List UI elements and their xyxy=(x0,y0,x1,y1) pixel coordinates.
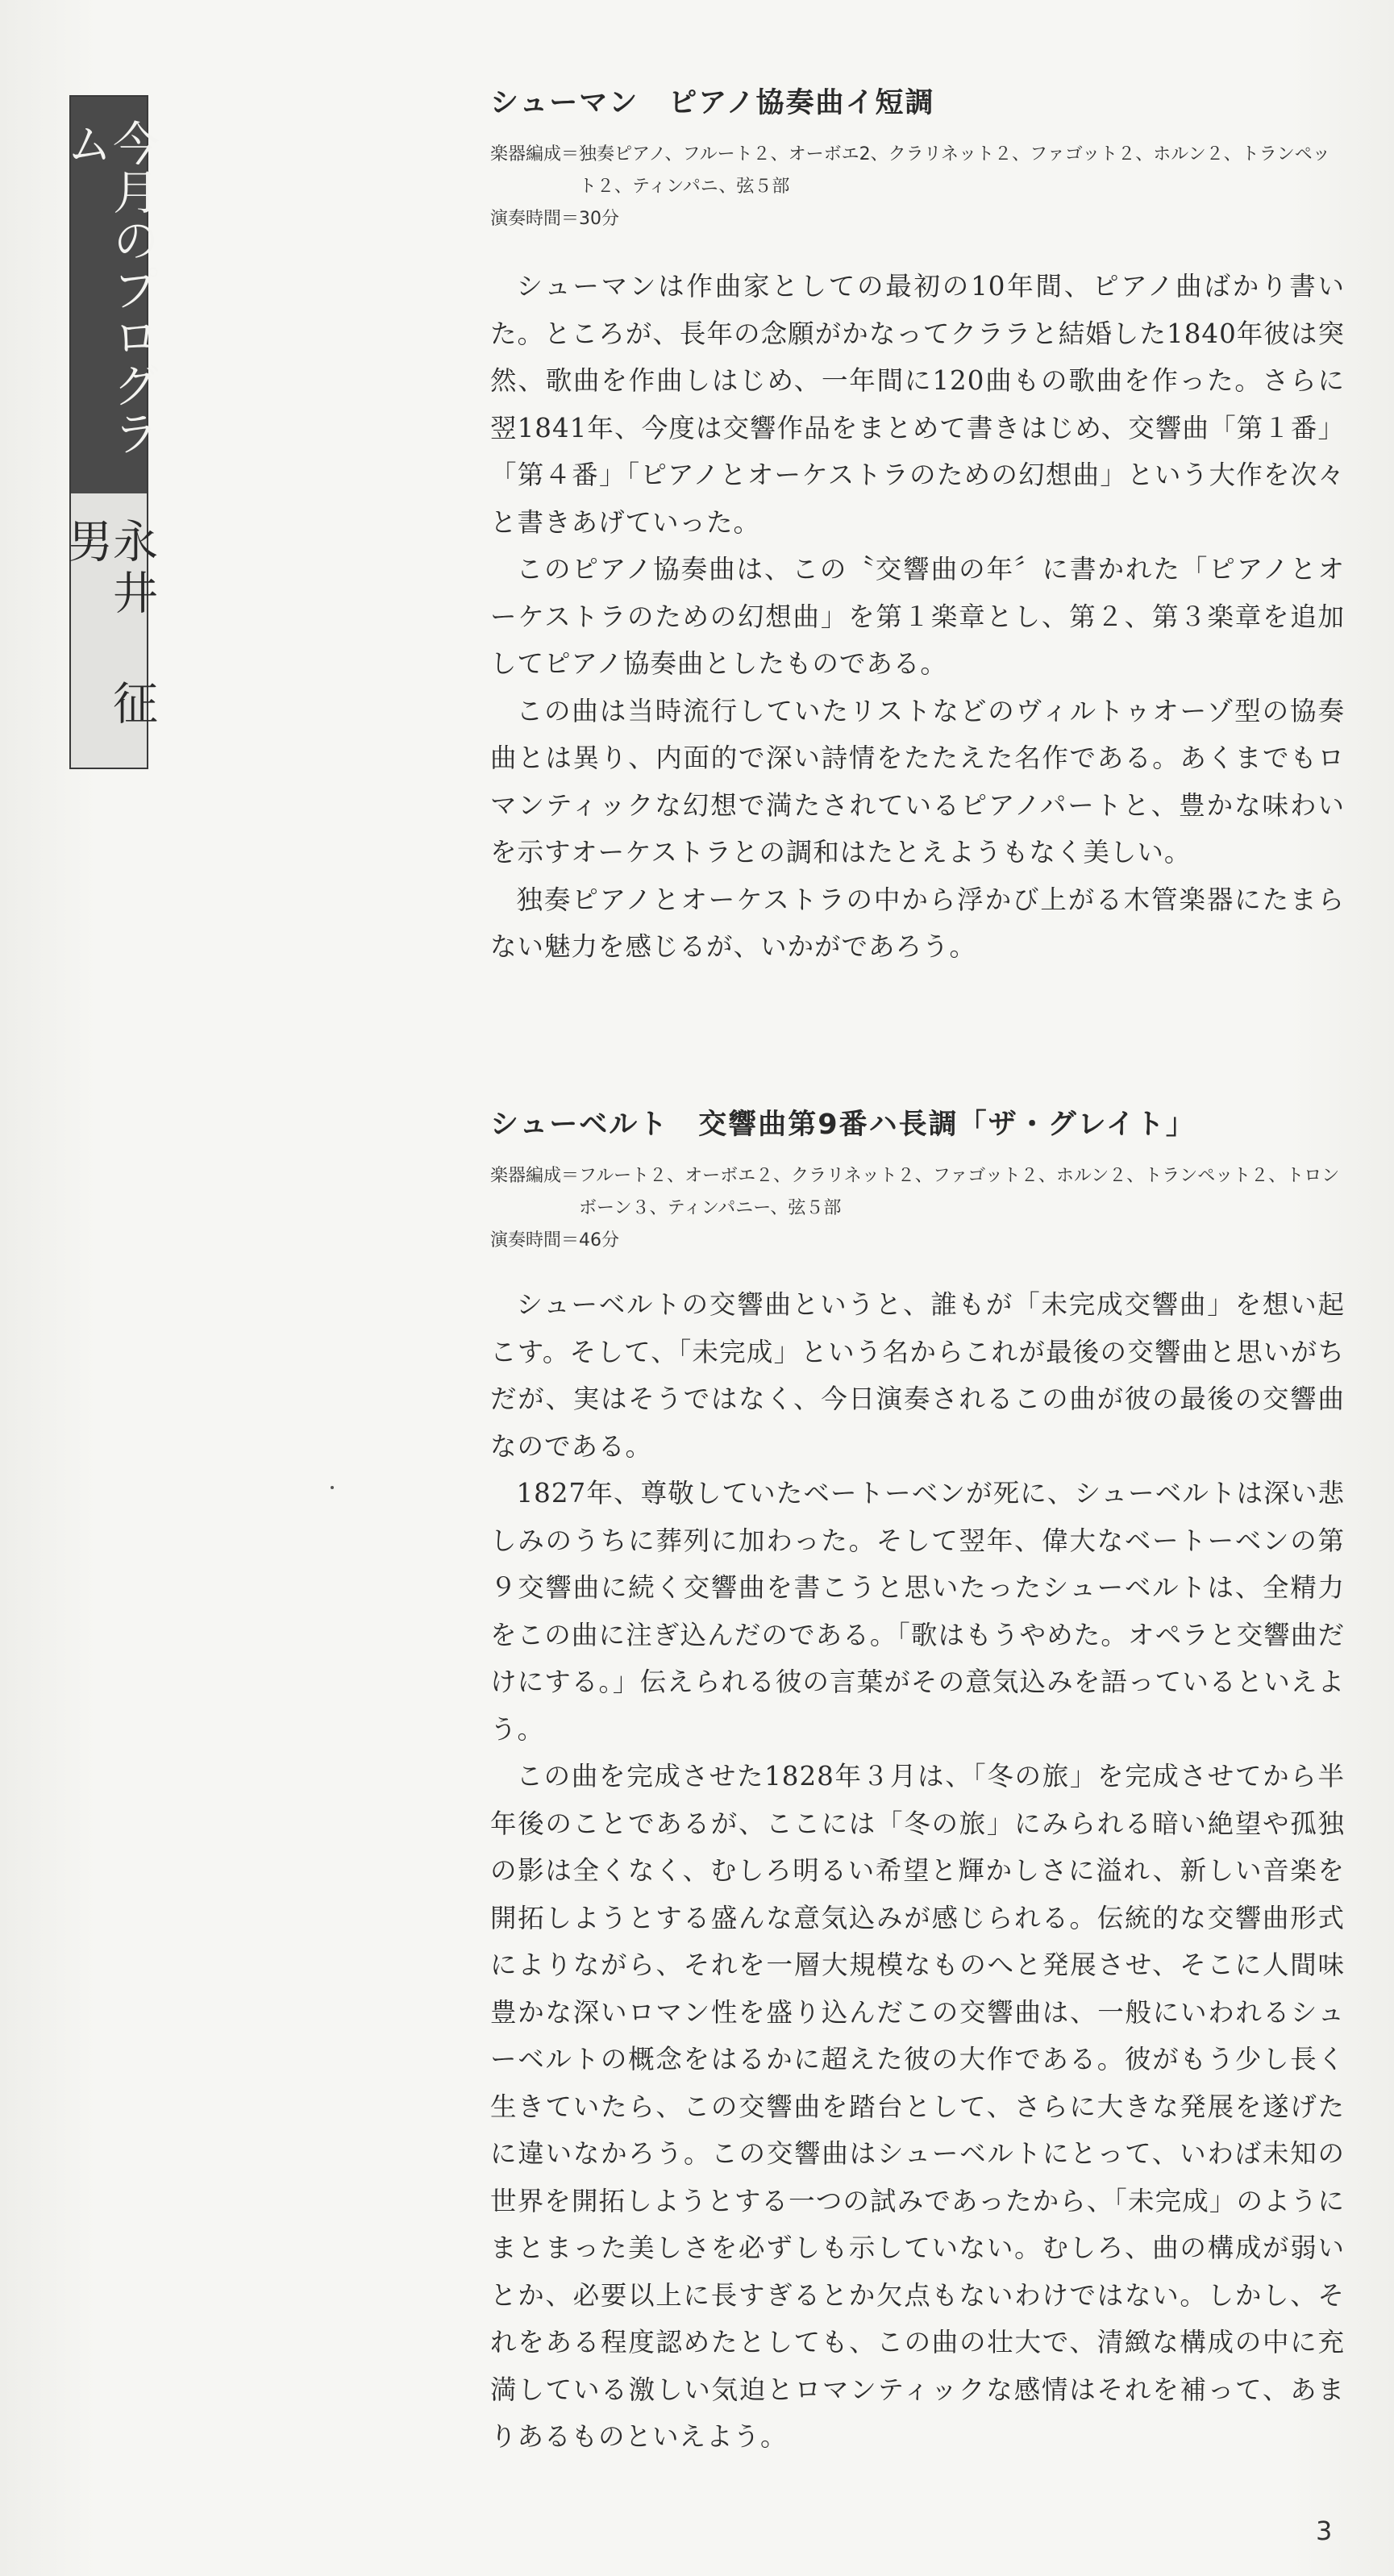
duration: 演奏時間＝46分 xyxy=(490,1230,619,1251)
duration: 演奏時間＝30分 xyxy=(490,209,619,229)
section-body xyxy=(490,1281,1345,2461)
section-title: シューマン ピアノ協奏曲イ短調 xyxy=(490,87,935,119)
paragraph: この曲を完成させた1828年３月は、「冬の旅」を完成させてから半年後のことであるが、ここには「冬の旅」にみられる暗い絶望や孤独の影は全くなく、むしろ明るい希望と輝かしさに溢れ、新しい音楽を開拓しようとする盛んな意気込みが感じられる。伝統的な交響曲形式によりながら、それを一層大規模なものへと発展させ、そこに人間味豊かな深いロマン性を盛り込んだこの交響曲は、一般にいわれるシューベルトの概念をはるかに超えた彼の大作である。彼がもう少し長く生きていたら、この交響曲を踏台として、さらに大きな発展を遂げたに違いなかろう。この交響曲はシューベルトにとって、いわば未知の世界を開拓しようとする一つの試みであったから、「未完成」のようにまとまった美しさを必ずしも示していない。むしろ、曲の構成が弱いとか、必要以上に長すぎるとか欠点もないわけではない。しかし、それをある程度認めたとしても、この曲の壮大で、清緻な構成の中に充満している激しい気迫とロマンティックな感情はそれを補って、あまりあるものといえよう。 xyxy=(490,1761,1345,2452)
instrumentation-line xyxy=(490,1160,1345,1225)
print-speck xyxy=(331,1486,334,1489)
author-name: 永井 征男 xyxy=(60,518,158,731)
paragraph: このピアノ協奏曲は、この〝交響曲の年〞に書かれた「ピアノとオーケストラのための幻想曲」を第１楽章とし、第２、第３楽章を追加してピアノ協奏曲としたものである。 xyxy=(490,554,1345,679)
program-section-schubert xyxy=(490,1102,1345,2461)
paragraph: 1827年、尊敬していたベートーベンが死に、シューベルトは深い悲しみのうちに葬列に加わった。そして翌年、偉大なベートーベンの第９交響曲に続く交響曲を書こうと思いたったシューベルトは、全精力をこの曲に注ぎ込んだのである。「歌はもうやめた。オペラと交響曲だけにする。」伝えられる彼の言葉がその意気込みを語っているといえよう。 xyxy=(490,1478,1345,1745)
instrumentation-label: 楽器編成＝ xyxy=(490,1166,580,1186)
sidebar-author-block xyxy=(60,493,158,768)
section-meta xyxy=(490,139,1345,235)
duration-line xyxy=(490,1225,1345,1257)
paragraph: 独奏ピアノとオーケストラの中から浮かび上がる木管楽器にたまらない魅力を感じるが、いかがであろう。 xyxy=(490,884,1345,962)
instrumentation-line xyxy=(490,139,1345,203)
instrumentation-value: フルート２、オーボエ２、クラリネット２、ファゴット２、ホルン２、トランペット２、トロンボーン３、ティンパニー、弦５部 xyxy=(579,1166,1340,1218)
sidebar-label xyxy=(58,95,160,769)
sidebar-title-block xyxy=(58,97,160,493)
section-title: シューベルト 交響曲第9番ハ長調「ザ・グレイト」 xyxy=(490,1109,1196,1141)
paragraph: シューベルトの交響曲というと、誰もが「未完成交響曲」を想い起こす。そして、「未完成」という名からこれが最後の交響曲と思いがちだが、実はそうではなく、今日演奏されるこの曲が彼の最後の交響曲なのである。 xyxy=(490,1289,1345,1462)
series-title: 今月のプログラム xyxy=(58,119,160,458)
duration-line xyxy=(490,203,1345,235)
paragraph: この曲は当時流行していたリストなどのヴィルトゥオーゾ型の協奏曲とは異り、内面的で深い詩情をたたえた名作である。あくまでもロマンティックな幻想で満たされているピアノパートと、豊かな味わいを示すオーケストラとの調和はたとえようもなく美しい。 xyxy=(490,695,1345,868)
program-section-schumann xyxy=(490,81,1345,971)
section-body xyxy=(490,263,1345,971)
instrumentation-label: 楽器編成＝ xyxy=(490,144,580,164)
paragraph: シューマンは作曲家としての最初の10年間、ピアノ曲ばかり書いた。ところが、長年の念願がかなってクララと結婚した1840年彼は突然、歌曲を作曲しはじめ、一年間に120曲もの歌曲を作った。さらに翌1841年、今度は交響作品をまとめて書きはじめ、交響曲「第１番」「第４番」「ピアノとオーケストラのための幻想曲」という大作を次々と書きあげていった。 xyxy=(490,271,1345,538)
instrumentation-value: 独奏ピアノ、フルート２、オーボエ2、クラリネット２、ファゴット２、ホルン２、トランペット２、ティンパニ、弦５部 xyxy=(579,144,1330,197)
section-meta xyxy=(490,1160,1345,1257)
page-number: 3 xyxy=(1316,2516,1333,2546)
